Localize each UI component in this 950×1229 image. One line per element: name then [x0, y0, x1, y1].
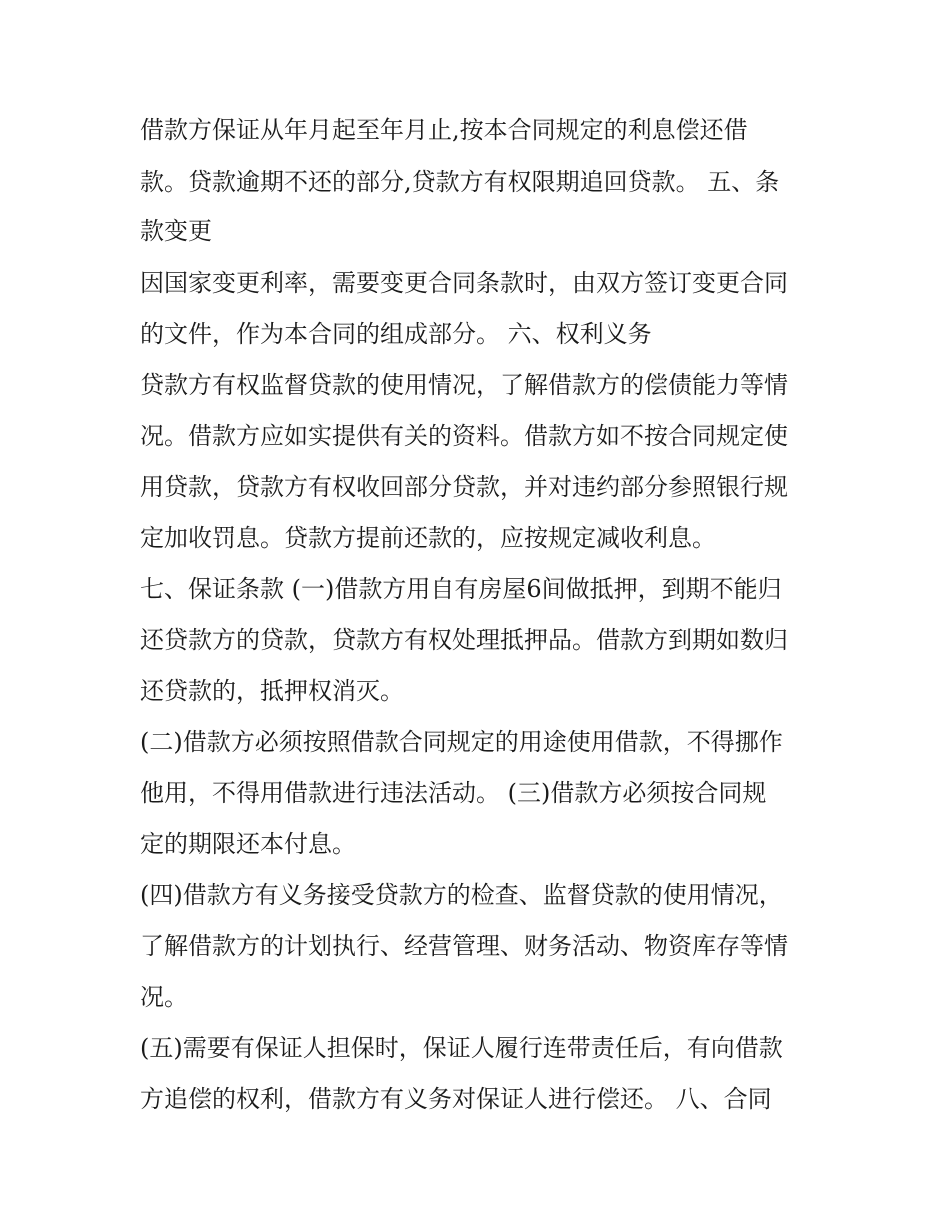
- text-line: 还贷款的，抵押权消灭。: [140, 677, 404, 705]
- text-line: (四)借款方有义务接受贷款方的检查、监督贷款的使用情况，: [140, 881, 783, 909]
- text-line: 款变更: [140, 217, 212, 245]
- text-line: 七、保证条款 (一)借款方用自有房屋6间做抵押，到期不能归: [140, 575, 782, 603]
- text-line: 用贷款，贷款方有权收回部分贷款，并对违约部分参照银行规: [140, 473, 788, 501]
- text-line: (二)借款方必须按照借款合同规定的用途使用借款，不得挪作: [140, 728, 783, 756]
- text-line: 因国家变更利率，需要变更合同条款时，由双方签订变更合同: [140, 269, 788, 297]
- text-line: 借款方保证从年月起至年月止,按本合同规定的利息偿还借: [140, 116, 748, 144]
- text-line: 定加收罚息。贷款方提前还款的，应按规定减收利息。: [140, 524, 716, 552]
- text-line: 贷款方有权监督贷款的使用情况，了解借款方的偿债能力等情: [140, 371, 788, 399]
- text-line: 况。借款方应如实提供有关的资料。借款方如不按合同规定使: [140, 422, 788, 450]
- text-line: 的文件，作为本合同的组成部分。 六、权利义务: [140, 320, 652, 348]
- text-line: 了解借款方的计划执行、经营管理、财务活动、物资库存等情: [140, 932, 788, 960]
- text-line: 况。: [140, 983, 188, 1011]
- text-line: 还贷款方的贷款，贷款方有权处理抵押品。借款方到期如数归: [140, 626, 788, 654]
- text-line: 他用，不得用借款进行违法活动。 (三)借款方必须按合同规: [140, 779, 767, 807]
- text-line: (五)需要有保证人担保时，保证人履行连带责任后，有向借款: [140, 1034, 783, 1062]
- text-line: 方追偿的权利，借款方有义务对保证人进行偿还。 八、合同: [140, 1085, 772, 1113]
- text-line: 款。贷款逾期不还的部分,贷款方有权限期追回贷款。 五、条: [140, 168, 780, 196]
- text-line: 定的期限还本付息。: [140, 830, 356, 858]
